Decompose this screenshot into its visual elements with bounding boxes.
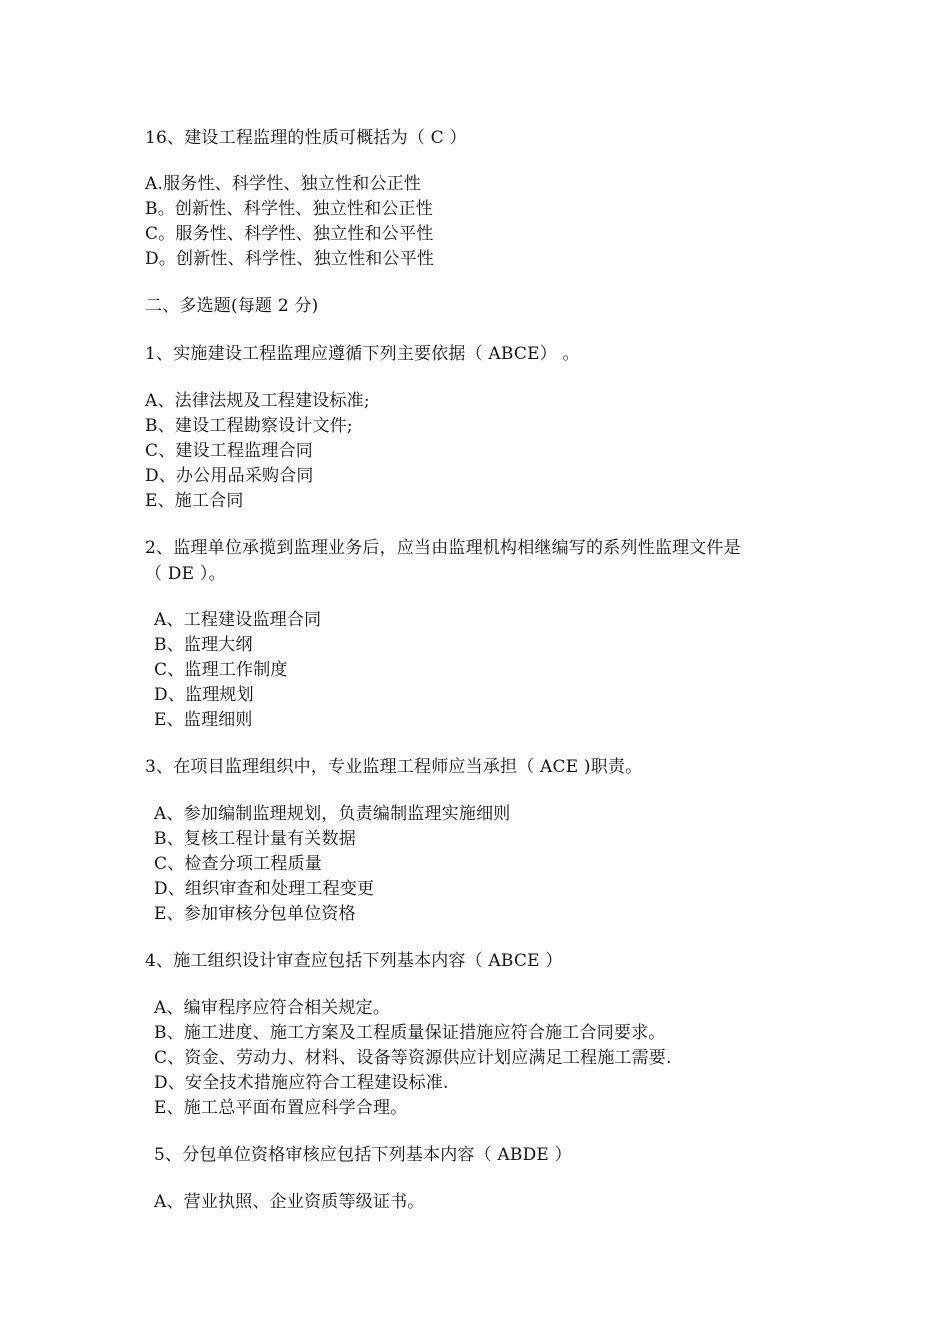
multi-question-1-option-e: E、施工合同 — [145, 491, 244, 511]
question-16-option-c: C。服务性、科学性、独立性和公平性 — [145, 224, 434, 244]
multi-question-2-option-d: D、监理规划 — [154, 685, 254, 705]
multi-question-2-stem-line1: 2、监理单位承揽到监理业务后，应当由监理机构相继编写的系列性监理文件是 — [145, 538, 741, 558]
multi-question-1-option-d: D、办公用品采购合同 — [145, 466, 314, 486]
multi-question-5-option-a: A、营业执照、企业资质等级证书。 — [154, 1192, 425, 1212]
multi-question-3-option-a: A、参加编制监理规划，负责编制监理实施细则 — [154, 804, 511, 824]
multi-question-3-option-b: B、复核工程计量有关数据 — [154, 829, 356, 849]
multi-question-1-option-a: A、法律法规及工程建设标准; — [145, 391, 370, 411]
multi-question-3-option-c: C、检查分项工程质量 — [154, 854, 323, 874]
multi-question-4-option-d: D、安全技术措施应符合工程建设标准. — [154, 1073, 449, 1093]
multi-question-2-option-b: B、监理大纲 — [154, 635, 253, 655]
multi-question-4-option-b: B、施工进度、施工方案及工程质量保证措施应符合施工合同要求。 — [154, 1023, 666, 1043]
question-16-option-d: D。创新性、科学性、独立性和公平性 — [145, 249, 435, 269]
multi-question-5-stem: 5、分包单位资格审核应包括下列基本内容（ ABDE ） — [154, 1145, 572, 1165]
multi-question-3-option-d: D、组织审查和处理工程变更 — [154, 879, 375, 899]
multi-question-2-option-a: A、工程建设监理合同 — [154, 610, 322, 630]
multi-question-2-stem-line2: （ DE ）。 — [145, 564, 226, 584]
multi-question-3-stem: 3、在项目监理组织中，专业监理工程师应当承担（ ACE )职责。 — [145, 757, 643, 777]
multi-question-4-option-c: C、资金、劳动力、材料、设备等资源供应计划应满足工程施工需要. — [154, 1048, 672, 1068]
question-16-option-b: B。创新性、科学性、独立性和公正性 — [145, 199, 433, 219]
multi-question-1-stem: 1、实施建设工程监理应遵循下列主要依据（ ABCE） 。 — [145, 344, 580, 364]
multi-question-1-option-c: C、建设工程监理合同 — [145, 441, 314, 461]
multi-question-4-option-e: E、施工总平面布置应科学合理。 — [154, 1098, 408, 1118]
question-16-stem: 16、建设工程监理的性质可概括为（ C ） — [145, 128, 467, 148]
multi-question-2-option-e: E、监理细则 — [154, 710, 253, 730]
multi-question-3-option-e: E、参加审核分包单位资格 — [154, 904, 356, 924]
question-16-option-a: A.服务性、科学性、独立性和公正性 — [145, 174, 422, 194]
multi-question-2-option-c: C、监理工作制度 — [154, 660, 288, 680]
multi-question-4-option-a: A、编审程序应符合相关规定。 — [154, 998, 391, 1018]
multi-question-4-stem: 4、施工组织设计审查应包括下列基本内容（ ABCE ） — [145, 951, 563, 971]
section-heading-multiple-choice: 二、多选题(每题 2 分) — [145, 296, 319, 316]
multi-question-1-option-b: B、建设工程勘察设计文件; — [145, 416, 353, 436]
